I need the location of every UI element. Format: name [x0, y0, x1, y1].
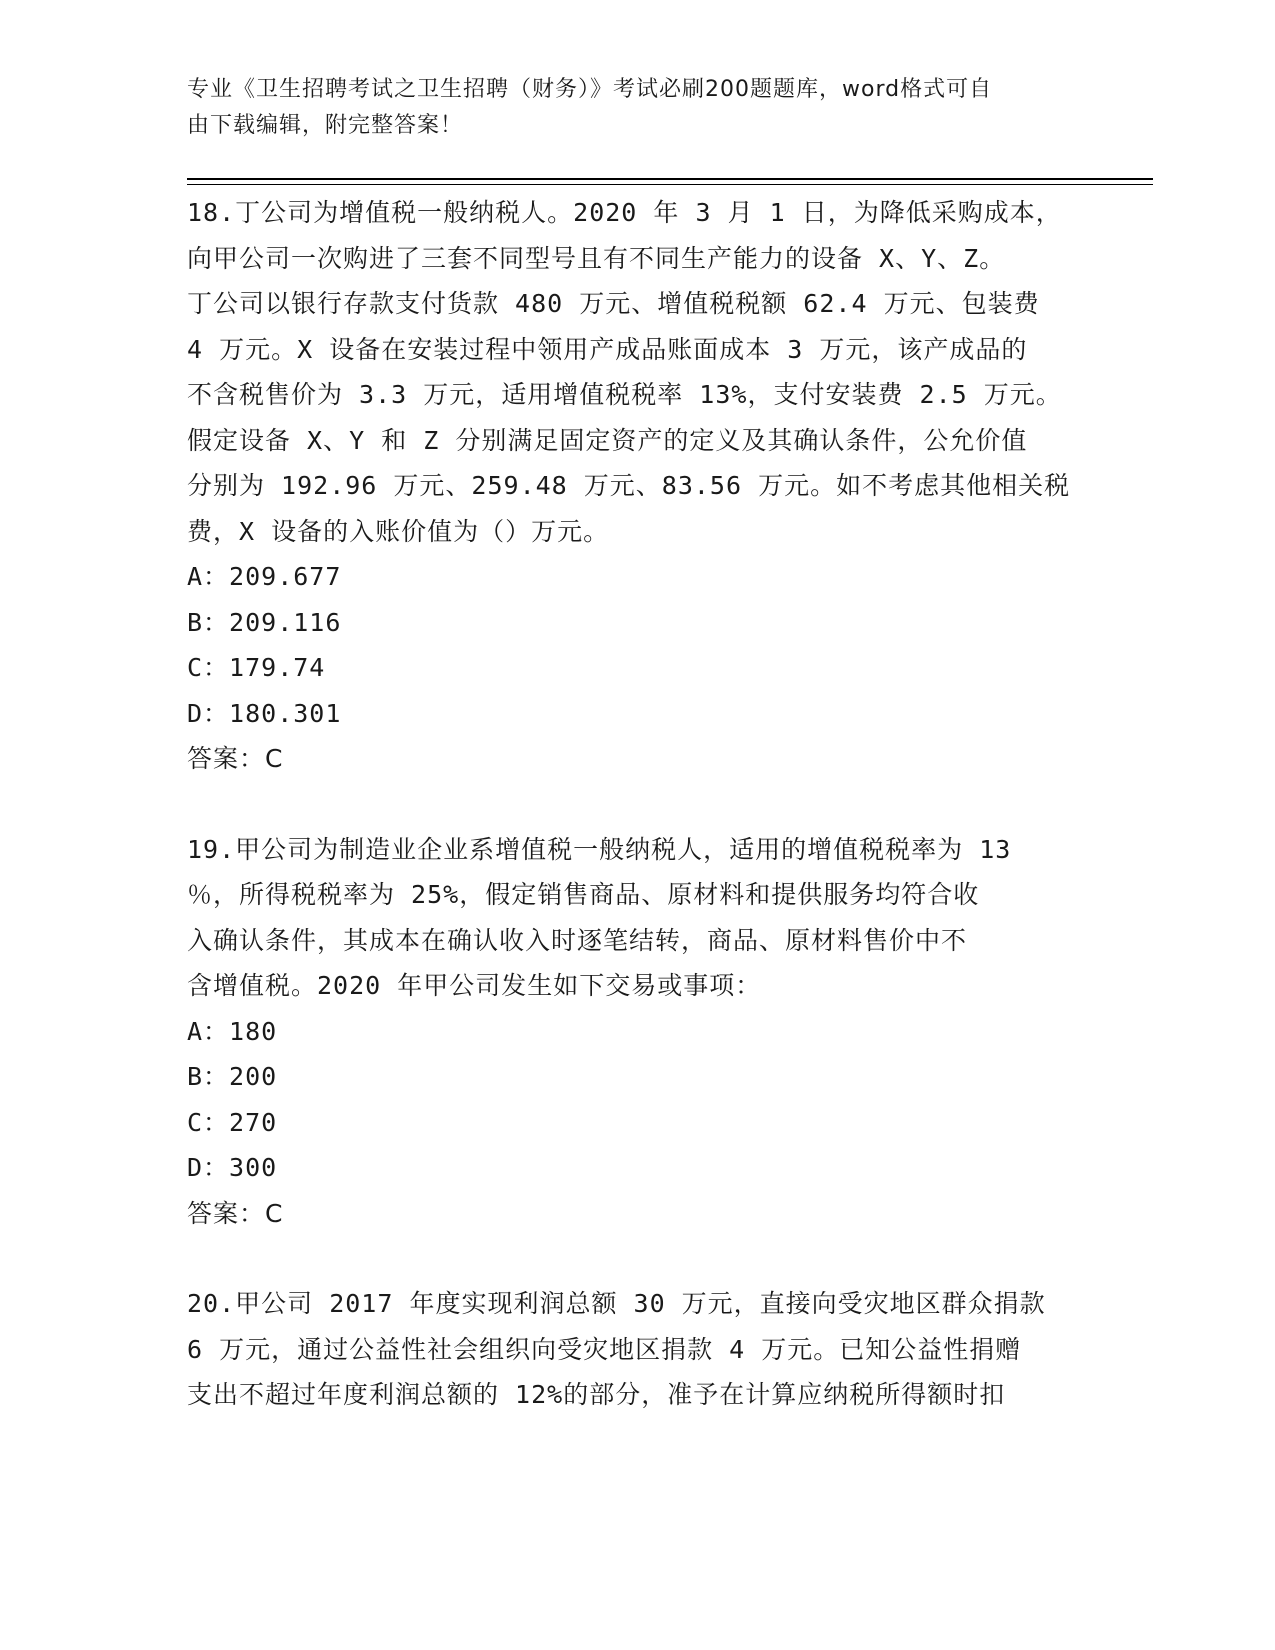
option-b: B：209.116: [187, 607, 342, 637]
question-stem-line: 4 万元。X 设备在安装过程中领用产成品账面成本 3 万元，该产成品的: [187, 334, 1028, 364]
option-a: A：180: [187, 1016, 278, 1046]
question-stem-line: 丁公司以银行存款支付货款 480 万元、增值税税额 62.4 万元、包装费: [187, 289, 1040, 318]
question-stem-line: 分别为 192.96 万元、259.48 万元、83.56 万元。如不考虑其他相关税: [187, 471, 1071, 500]
question-18: [187, 190, 1087, 782]
question-stem-line: 支出不超过年度利润总额的 12%的部分，准予在计算应纳税所得额时扣: [187, 1380, 1006, 1409]
header-divider-thin: [187, 184, 1153, 185]
option-c: C：179.74: [187, 653, 326, 682]
option-c: C：270: [187, 1107, 278, 1137]
question-20: [187, 1281, 1087, 1418]
option-d: D：180.301: [187, 698, 342, 728]
question-stem-line: 向甲公司一次购进了三套不同型号且有不同生产能力的设备 X、Y、Z。: [187, 243, 1006, 273]
question-stem-line: 不含税售价为 3.3 万元，适用增值税税率 13%，支付安装费 2.5 万元。: [187, 380, 1062, 409]
question-stem-line: 18.丁公司为增值税一般纳税人。2020 年 3 月 1 日，为降低采购成本，: [187, 198, 1062, 227]
option-a: A：209.677: [187, 562, 342, 591]
question-stem-line: 含增值税。2020 年甲公司发生如下交易或事项：: [187, 971, 762, 1000]
option-b: B：200: [187, 1062, 278, 1091]
document-header: [187, 72, 1087, 144]
question-stem-line: 6 万元，通过公益性社会组织向受灾地区捐款 4 万元。已知公益性捐赠: [187, 1334, 1022, 1364]
question-stem-line: 费，X 设备的入账价值为（）万元。: [187, 516, 610, 546]
question-stem-line: 假定设备 X、Y 和 Z 分别满足固定资产的定义及其确认条件，公允价值: [187, 425, 1028, 455]
option-d: D：300: [187, 1153, 278, 1182]
question-spacer: [187, 782, 1087, 827]
header-line-2: 由下载编辑，附完整答案！: [187, 113, 464, 138]
question-stem-line: 19.甲公司为制造业企业系增值税一般纳税人，适用的增值税税率为 13: [187, 834, 1012, 864]
question-stem-line: 20.甲公司 2017 年度实现利润总额 30 万元，直接向受灾地区群众捐款: [187, 1289, 1046, 1318]
question-19: [187, 827, 1087, 1237]
question-stem-line: 入确认条件，其成本在确认收入时逐笔结转，商品、原材料售价中不: [187, 925, 968, 955]
header-divider-thick: [187, 178, 1153, 180]
header-line-1: 专业《卫生招聘考试之卫生招聘（财务）》考试必刷200题题库，word格式可自: [187, 77, 993, 102]
question-list: [187, 190, 1087, 1418]
question-spacer: [187, 1236, 1087, 1281]
question-stem-line: ％，所得税税率为 25%，假定销售商品、原材料和提供服务均符合收: [187, 880, 980, 909]
answer-line: 答案：C: [187, 744, 284, 773]
answer-line: 答案：C: [187, 1198, 284, 1228]
